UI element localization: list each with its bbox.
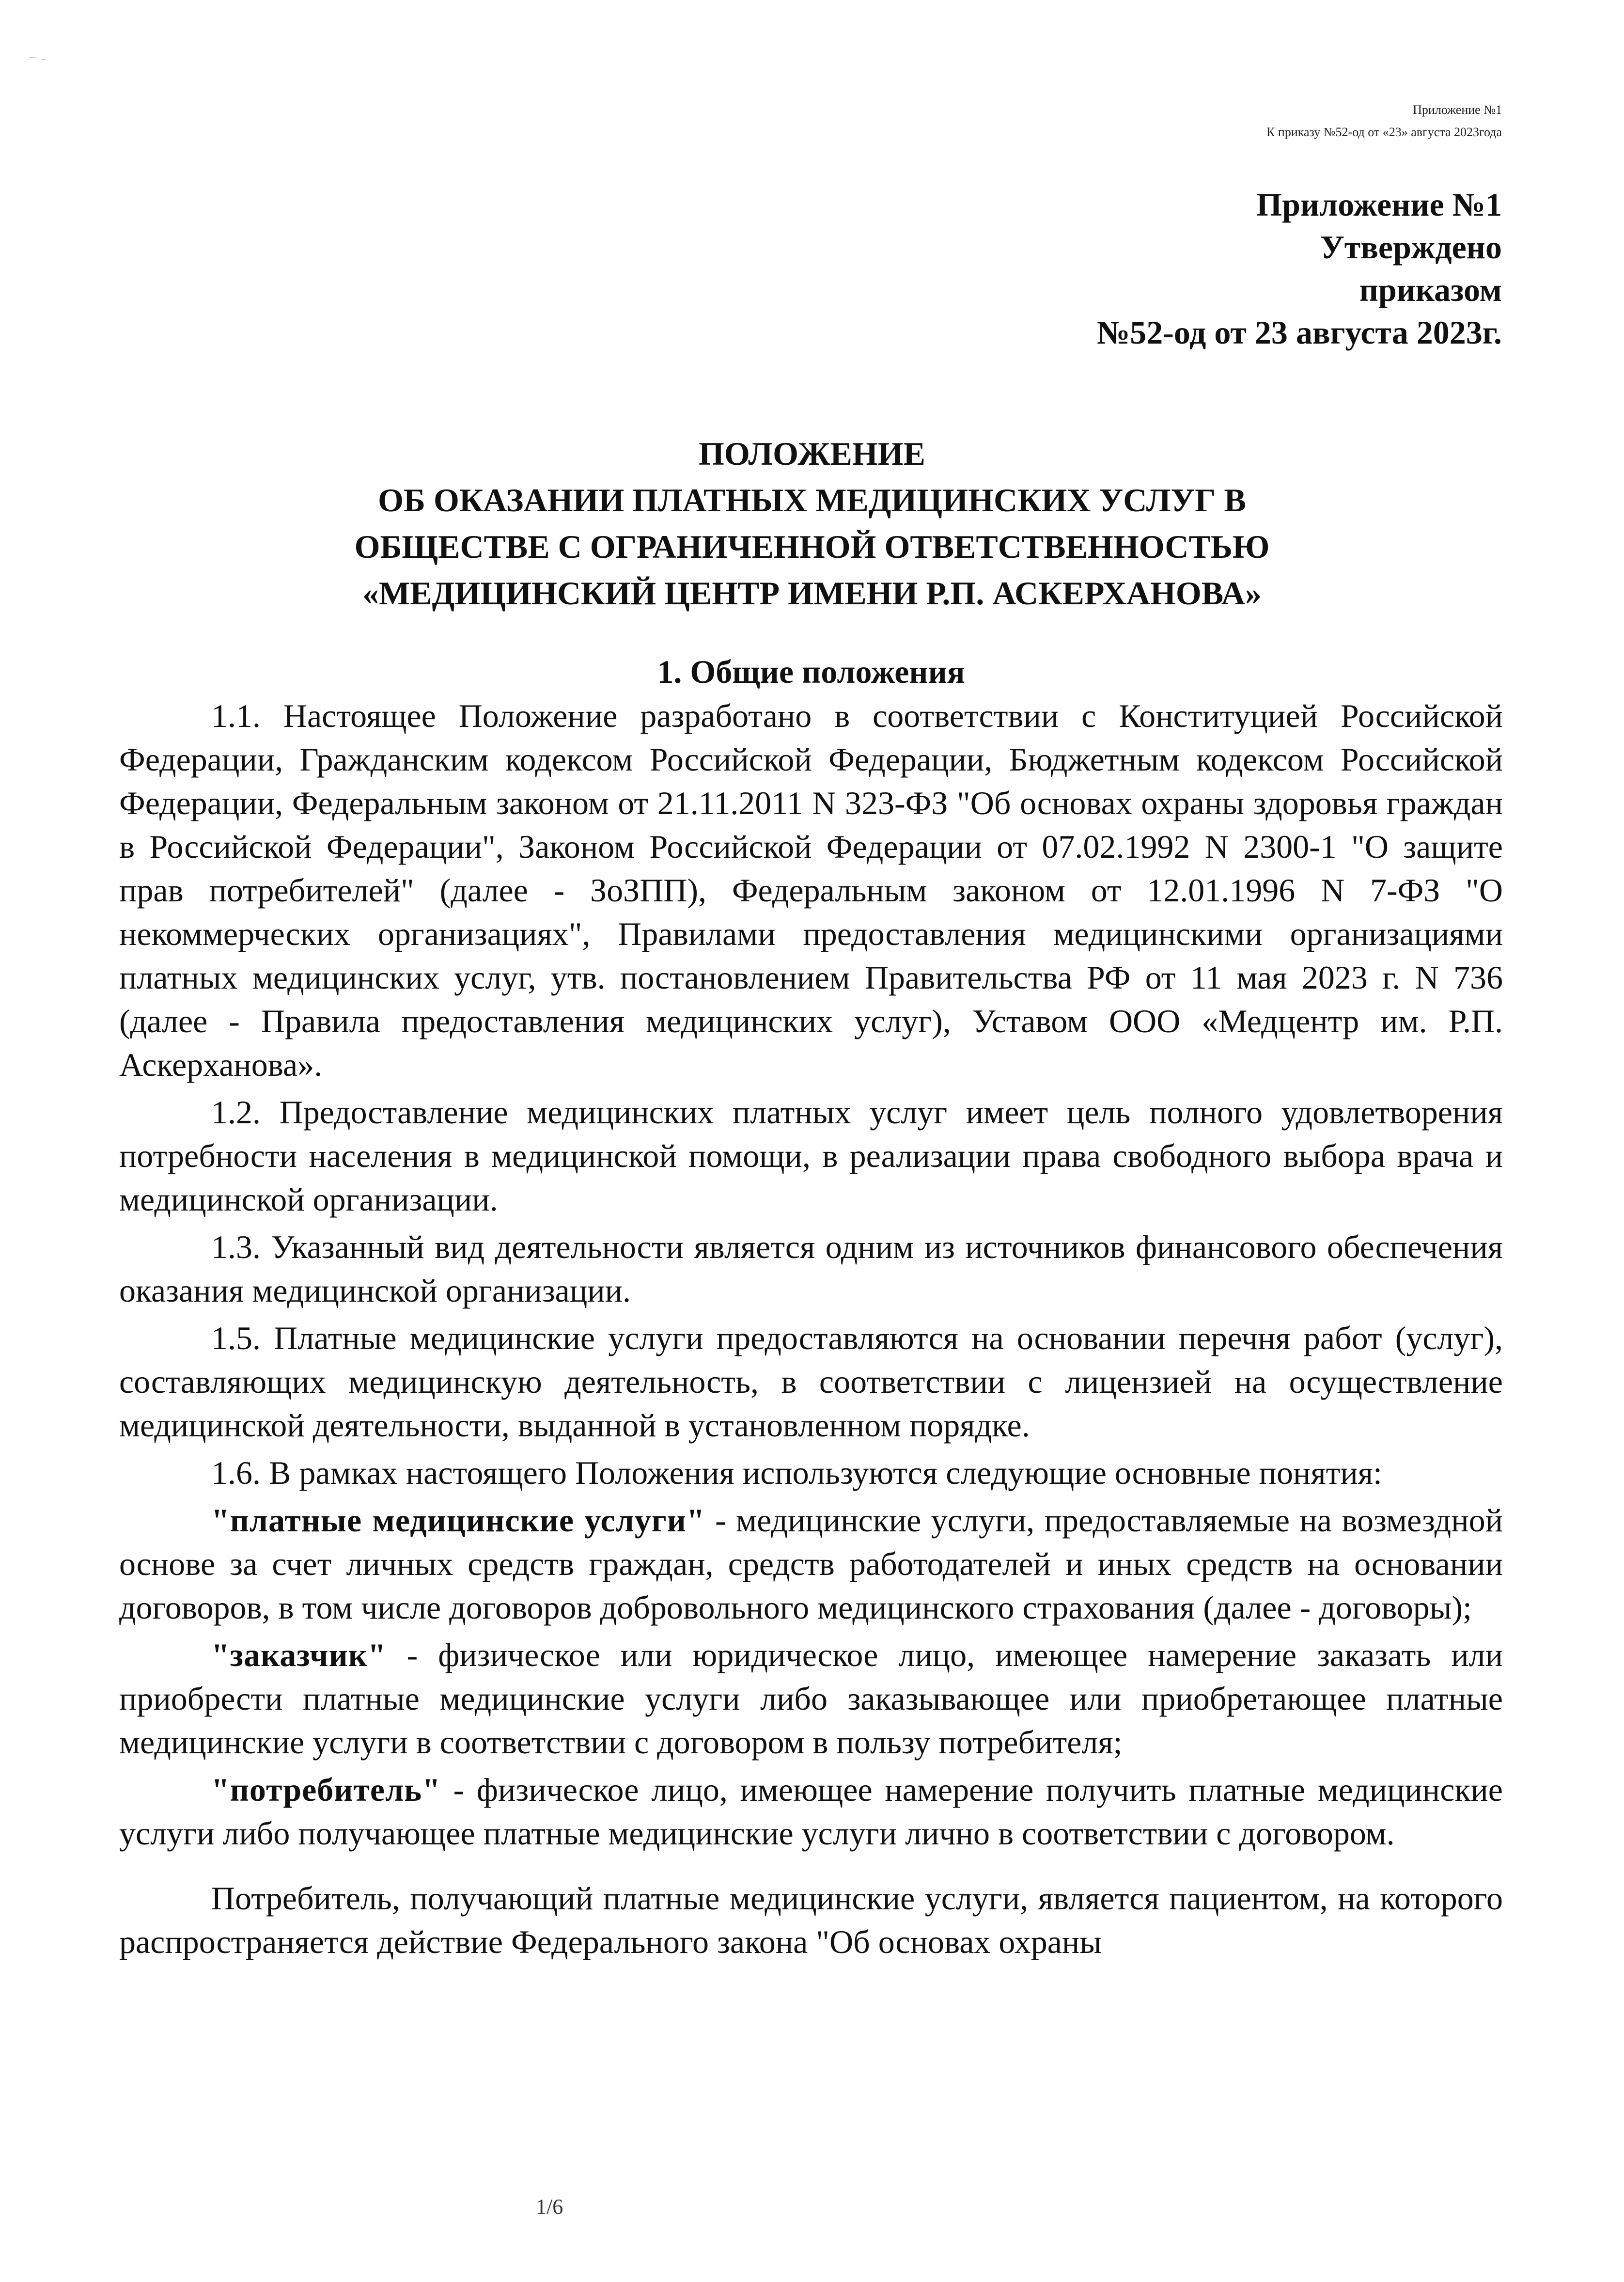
approval-line-4: №52-од от 23 августа 2023г. bbox=[1096, 314, 1502, 351]
term-paid-services: "платные медицинские услуги" bbox=[211, 1502, 705, 1539]
section-heading: 1. Общие положения bbox=[657, 653, 965, 690]
title-line-3: ОБЩЕСТВЕ С ОГРАНИЧЕННОЙ ОТВЕТСТВЕННОСТЬЮ bbox=[354, 528, 1270, 565]
paragraph-1-5: 1.5. Платные медицинские услуги предоставляются на основании перечня работ (услуг), составляющих медицинскую деятельность, в соответствии с лицензией на осуществление медицинской деятельности, выданной в установленном порядке. bbox=[119, 1320, 1503, 1444]
scan-artifact bbox=[29, 57, 48, 61]
approval-block bbox=[1097, 183, 1502, 354]
title-line-1: ПОЛОЖЕНИЕ bbox=[699, 435, 925, 472]
definition-customer-text: - физическое или юридическое лицо, имеющее намерение заказать или приобрести платные медицинские услуги либо заказывающее или приобретающее платные медицинские услуги в соответствии с договором в пользу потребителя; bbox=[119, 1637, 1503, 1761]
definition-paid-services bbox=[119, 1498, 1503, 1629]
definition-consumer-text: - физическое лицо, имеющее намерение получить платные медицинские услуги либо получающее платные медицинские услуги лично в соответствии с договором. bbox=[119, 1771, 1503, 1852]
title-line-2: ОБ ОКАЗАНИИ ПЛАТНЫХ МЕДИЦИНСКИХ УСЛУГ В bbox=[378, 482, 1246, 519]
approval-line-2: Утверждено bbox=[1320, 229, 1502, 266]
definition-consumer bbox=[119, 1768, 1503, 1855]
paragraph-consumer-patient: Потребитель, получающий платные медицинские услуги, является пациентом, на которого распространяется действие Федерального закона "Об основах охраны bbox=[119, 1880, 1503, 1960]
paragraph-1-1: 1.1. Настоящее Положение разработано в соответствии с Конституцией Российской Федерации, Гражданским кодексом Российской Федерации, Бюджетным кодексом Российской Федерации, Федеральным законом от 21.11.2011 N 323-ФЗ "Об основах охраны здоровья граждан в Российской Федерации", Законом Российской Федерации от 07.02.1992 N 2300-1 "О защите прав потребителей" (далее - ЗоЗПП), Федеральным законом от 12.01.1996 N 7-ФЗ "О некоммерческих организациях", Правилами предоставления медицинскими организациями платных медицинских услуг, утв. постановлением Правительства РФ от 11 мая 2023 г. N 736 (далее - Правила предоставления медицинских услуг), Уставом ООО «Медцентр им. Р.П. Аскерханова». bbox=[119, 697, 1503, 1083]
document-body bbox=[119, 649, 1503, 1964]
approval-line-3: приказом bbox=[1359, 271, 1502, 308]
paragraph-1-3: 1.3. Указанный вид деятельности является одним из источников финансового обеспечения оказания медицинской организации. bbox=[119, 1228, 1503, 1309]
definition-paid-services-text: - медицинские услуги, предоставляемые на возмездной основе за счет личных средств граждан, средств работодателей и иных средств на основании договоров, в том числе договоров добровольного медицинского страхования (далее - договоры); bbox=[119, 1502, 1503, 1626]
page-number: 1/6 bbox=[536, 2195, 563, 2219]
paragraph-1-6: 1.6. В рамках настоящего Положения используются следующие основные понятия: bbox=[211, 1454, 1382, 1491]
definition-customer bbox=[119, 1633, 1503, 1764]
approval-line-1: Приложение №1 bbox=[1256, 186, 1502, 223]
paragraph-1-2: 1.2. Предоставление медицинских платных услуг имеет цель полного удовлетворения потребности населения в медицинской помощи, в реализации права свободного выбора врача и медицинской организации. bbox=[119, 1094, 1503, 1218]
header-note-line-1: Приложение №1 bbox=[1413, 103, 1502, 117]
document-title bbox=[0, 430, 1624, 616]
title-line-4: «МЕДИЦИНСКИЙ ЦЕНТР ИМЕНИ Р.П. АСКЕРХАНОВА» bbox=[362, 575, 1262, 612]
header-note-line-2: К приказу №52-од от «23» августа 2023года bbox=[1266, 125, 1502, 139]
term-customer: "заказчик" bbox=[211, 1637, 387, 1673]
term-consumer: "потребитель" bbox=[211, 1771, 441, 1808]
